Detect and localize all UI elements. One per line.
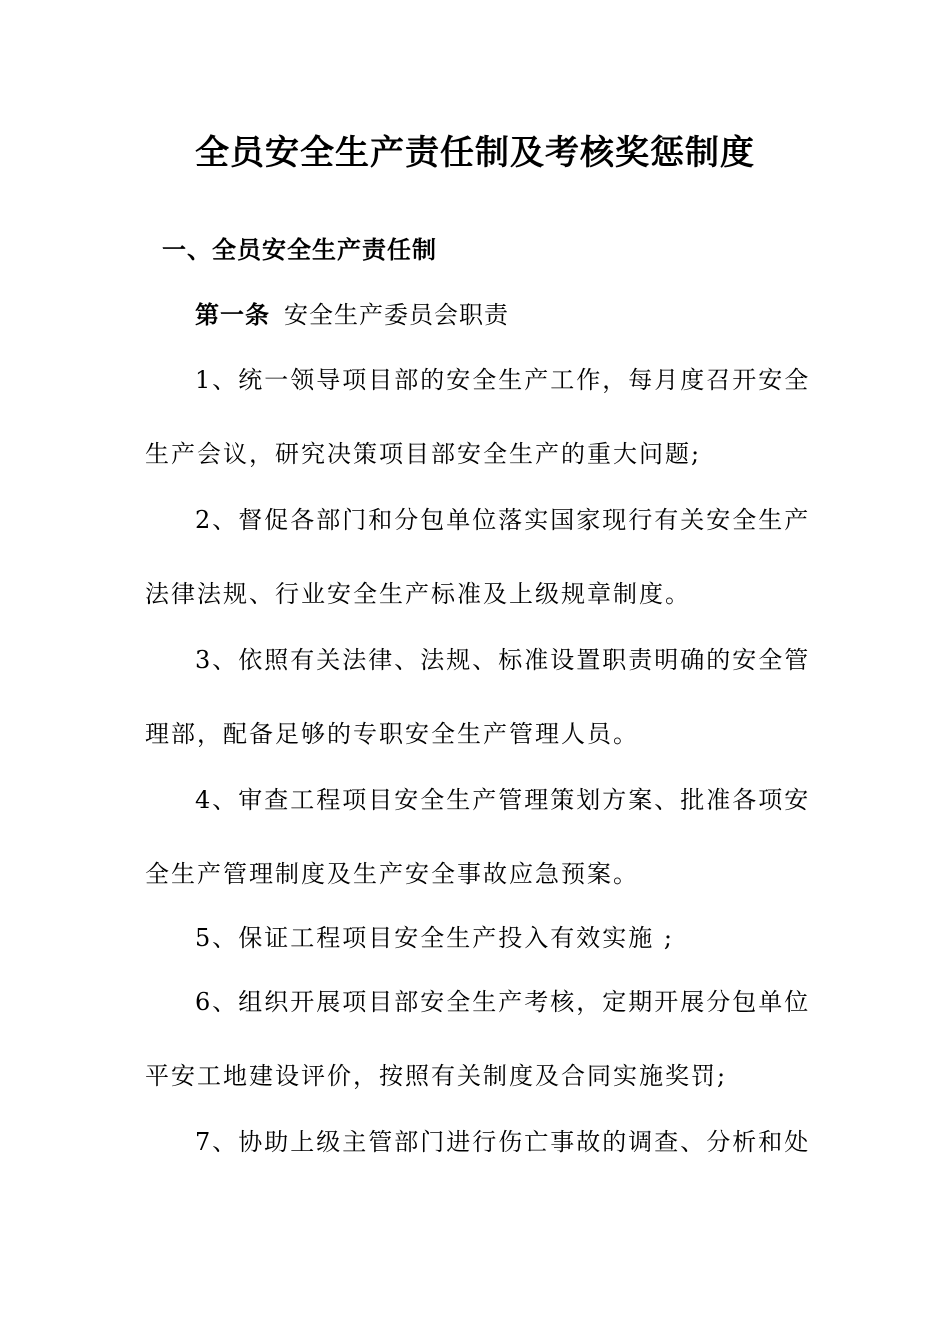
paragraph-line: 平安工地建设评价，按照有关制度及合同实施奖罚; (145, 1062, 728, 1090)
section-heading: 一、全员安全生产责任制 (162, 236, 437, 264)
paragraph-line: 理部，配备足够的专职安全生产管理人员。 (145, 720, 639, 748)
paragraph-line: 4、审查工程项目安全生产管理策划方案、批准各项安 (195, 786, 811, 814)
paragraph-line: 1、统一领导项目部的安全生产工作，每月度召开安全 (195, 366, 811, 394)
paragraph-line: 7、协助上级主管部门进行伤亡事故的调查、分析和处 (195, 1128, 811, 1156)
article-heading (195, 297, 509, 333)
paragraph-line: 全生产管理制度及生产安全事故应急预案。 (145, 860, 639, 888)
paragraph-line: 6、组织开展项目部安全生产考核，定期开展分包单位 (195, 988, 811, 1016)
article-label: 第一条 (195, 301, 270, 329)
paragraph-line: 3、依照有关法律、法规、标准设置职责明确的安全管 (195, 646, 811, 674)
paragraph-line: 2、督促各部门和分包单位落实国家现行有关安全生产 (195, 506, 811, 534)
paragraph-line: 生产会议，研究决策项目部安全生产的重大问题; (145, 440, 702, 468)
article-name: 安全生产委员会职责 (284, 301, 509, 329)
document-title: 全员安全生产责任制及考核奖惩制度 (195, 133, 755, 173)
paragraph-line: 法律法规、行业安全生产标准及上级规章制度。 (145, 580, 691, 608)
paragraph-line: 5、保证工程项目安全生产投入有效实施 ; (195, 924, 674, 952)
